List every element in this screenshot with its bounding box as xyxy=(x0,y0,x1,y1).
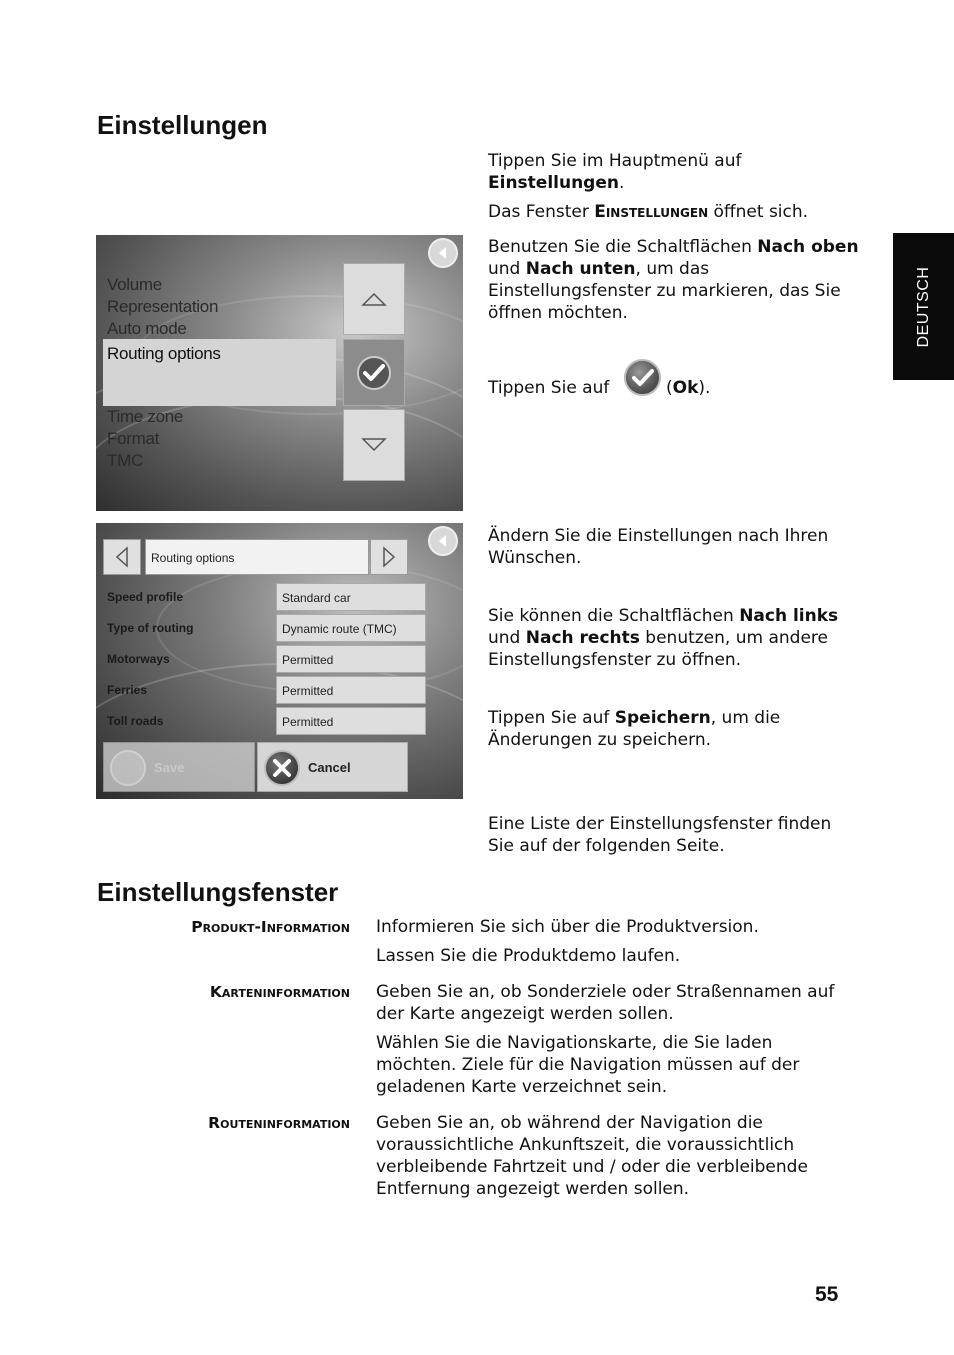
scroll-down-button[interactable] xyxy=(343,409,405,481)
ok-check-icon xyxy=(624,359,661,396)
cancel-button[interactable]: Cancel xyxy=(257,742,408,792)
menu-item-tmc[interactable]: TMC xyxy=(107,451,143,470)
instruction-3: Benutzen Sie die Schaltflächen Nach oben und Nach unten, um das Einstellungsfenster zu markieren, das Sie öffnen möchten. xyxy=(488,237,859,323)
table-row-text: Wählen Sie die Navigationskarte, die Sie laden möchten. Ziele für die Navigation müssen auf der geladenen Karte verzeichnet sein. xyxy=(376,1033,800,1097)
table-row-text: Geben Sie an, ob während der Navigation die voraussichtliche Ankunftszeit, die voraussichtlich verbleibende Fahrtzeit und / oder die verbleibende Entfernung angezeigt werden sollen. xyxy=(376,1113,808,1199)
table-row-text: Informieren Sie sich über die Produktversion. xyxy=(376,917,759,937)
instruction-5: Ändern Sie die Einstellungen nach Ihren Wünschen. xyxy=(488,526,829,568)
option-value[interactable]: Permitted xyxy=(276,645,426,673)
menu-item-routing-options-selected[interactable]: Routing options xyxy=(103,339,336,406)
page-title: Einstellungen xyxy=(97,110,268,140)
instruction-4-ok: (Ok). xyxy=(666,378,711,398)
option-value[interactable]: Dynamic route (TMC) xyxy=(276,614,426,642)
option-label: Ferries xyxy=(107,683,148,697)
table-row-text: Lassen Sie die Produktdemo laufen. xyxy=(376,946,681,966)
language-tab xyxy=(893,233,954,380)
back-button[interactable] xyxy=(428,526,458,556)
instruction-7: Tippen Sie auf Speichern, um die Änderungen zu speichern. xyxy=(488,708,781,750)
instruction-1: Tippen Sie im Hauptmenü auf Einstellungen. xyxy=(488,151,742,193)
chevron-right-icon xyxy=(382,546,396,568)
option-label: Motorways xyxy=(107,652,170,666)
menu-item-time-zone[interactable]: Time zone xyxy=(107,407,184,426)
option-label: Toll roads xyxy=(107,714,164,728)
menu-item-auto-mode[interactable]: Auto mode xyxy=(107,319,187,338)
save-disk-icon xyxy=(110,750,146,786)
save-button[interactable]: Save xyxy=(103,742,255,792)
menu-item-volume[interactable]: Volume xyxy=(107,275,162,294)
instruction-2: Das Fenster Einstellungen öffnet sich. xyxy=(488,202,809,222)
scroll-up-button[interactable] xyxy=(343,263,405,335)
option-value[interactable]: Standard car xyxy=(276,583,426,611)
back-arrow-icon xyxy=(435,533,451,549)
chevron-up-icon xyxy=(361,291,387,307)
table-row-text: Geben Sie an, ob Sonderziele oder Straßennamen auf der Karte angezeigt werden sollen. xyxy=(376,982,835,1024)
option-label: Speed profile xyxy=(107,590,184,604)
back-arrow-icon xyxy=(435,245,451,261)
chevron-down-icon xyxy=(361,437,387,453)
check-icon xyxy=(356,355,392,391)
previous-page-button[interactable] xyxy=(103,539,141,575)
chevron-left-icon xyxy=(115,546,129,568)
settings-page-title: Routing options xyxy=(145,539,369,575)
next-page-button[interactable] xyxy=(370,539,408,575)
cancel-x-icon xyxy=(264,750,300,786)
instruction-6: Sie können die Schaltflächen Nach links und Nach rechts benutzen, um andere Einstellungsfenster zu öffnen. xyxy=(488,606,839,670)
page-number: 55 xyxy=(815,1283,839,1306)
ok-button[interactable] xyxy=(343,339,405,406)
menu-item-format[interactable]: Format xyxy=(107,429,160,448)
option-value[interactable]: Permitted xyxy=(276,676,426,704)
option-value[interactable]: Permitted xyxy=(276,707,426,735)
table-row-label: Karteninformation xyxy=(209,983,350,1001)
option-label: Type of routing xyxy=(107,621,194,635)
table-row-label: Produkt-Information xyxy=(191,918,350,936)
back-button[interactable] xyxy=(428,238,458,268)
section-title: Einstellungsfenster xyxy=(97,877,339,907)
table-row-label: Routeninformation xyxy=(208,1114,350,1132)
instruction-4: Tippen Sie auf xyxy=(488,378,610,398)
routing-options-screenshot xyxy=(96,523,463,799)
settings-menu-screenshot xyxy=(96,235,463,511)
menu-item-representation[interactable]: Representation xyxy=(107,297,219,316)
instruction-8: Eine Liste der Einstellungsfenster finden Sie auf der folgenden Seite. xyxy=(488,814,832,856)
language-tab-label: DEUTSCH xyxy=(914,266,932,347)
settings-nav-bar xyxy=(103,539,409,575)
